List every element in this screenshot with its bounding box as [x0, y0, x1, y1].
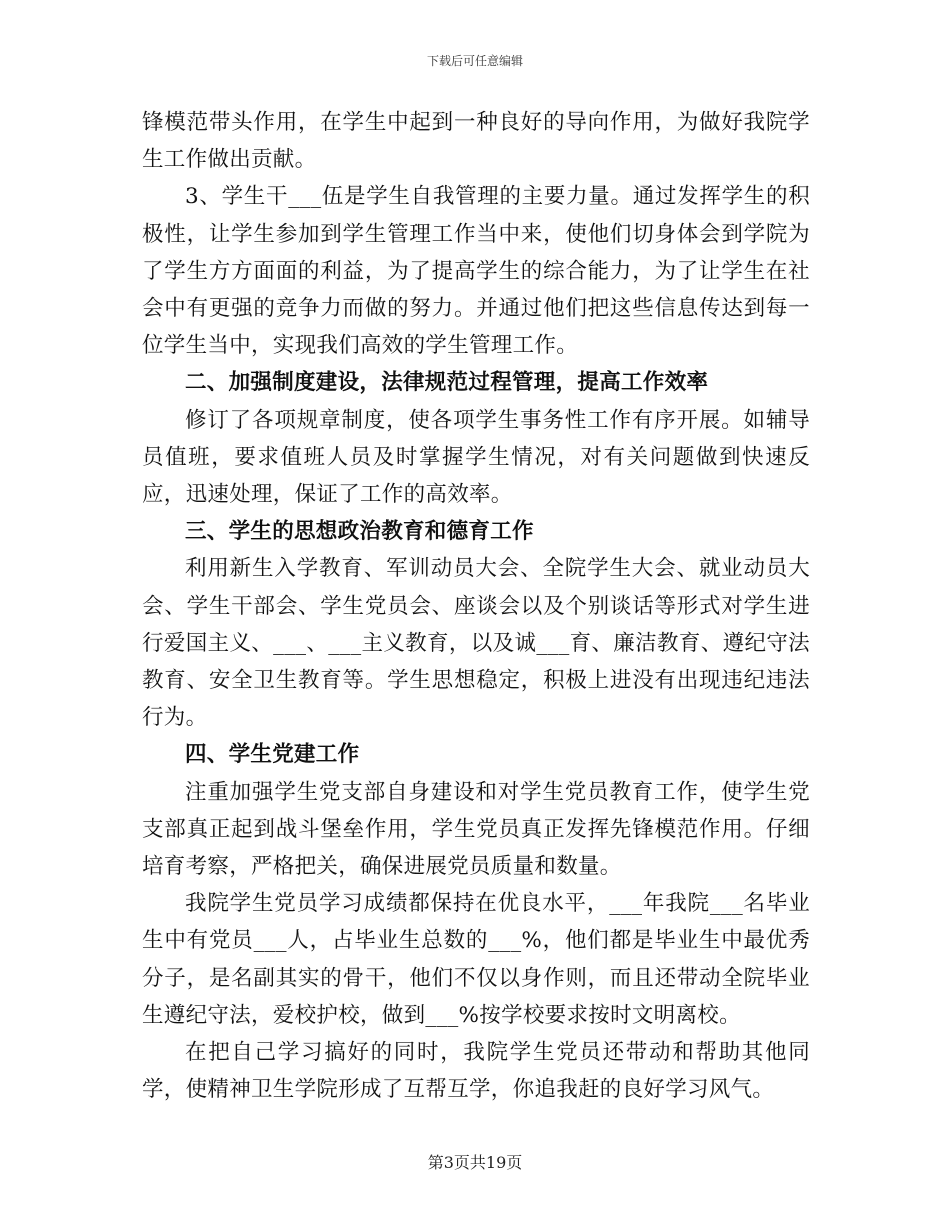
paragraph-1: 锋模范带头作用，在学生中起到一种良好的导向作用，为做好我院学生工作做出贡献。: [142, 110, 810, 173]
paragraph-3: 修订了各项规章制度，使各项学生事务性工作有序开展。如辅导员值班，要求值班人员及时掌握学生情况，对有关问题做到快速反应，迅速处理，保证了工作的高效率。: [142, 407, 810, 508]
document-body: [142, 104, 810, 1108]
section-heading-2: 二、加强制度建设，法律规范过程管理，提高工作效率: [185, 370, 709, 396]
page-header: 下载后可任意编辑: [426, 54, 523, 68]
paragraph-6: 我院学生党员学习成绩都保持在优良水平，___年我院___名毕业生中有党员___人，占毕业生总数的___%，他们都是毕业生中最优秀分子，是名副其实的骨干，他们不仅以身作则，而且还带动全院毕业生遵纪守法，爱校护校，做到___%按学校要求按时文明离校。: [142, 891, 810, 1028]
section-heading-3: 三、学生的思想政治教育和德育工作: [185, 519, 534, 545]
paragraph-2: 3、学生干___伍是学生自我管理的主要力量。通过发挥学生的积极性，让学生参加到学生管理工作当中来，使他们切身体会到学院为了学生方方面面的利益，为了提高学生的综合能力，为了让学生在社会中有更强的竞争力而做的努力。并通过他们把这些信息传达到每一位学生当中，实现我们高效的学生管理工作。: [142, 184, 810, 359]
section-heading-4: 四、学生党建工作: [185, 742, 360, 768]
paragraph-5: 注重加强学生党支部自身建设和对学生党员教育工作，使学生党支部真正起到战斗堡垒作用，学生党员真正发挥先锋模范作用。仔细培育考察，严格把关，确保进展党员质量和数量。: [142, 779, 810, 880]
paragraph-4: 利用新生入学教育、军训动员大会、全院学生大会、就业动员大会、学生干部会、学生党员会、座谈会以及个别谈话等形式对学生进行爱国主义、___、___主义教育，以及诚___育、廉洁教育、遵纪守法教育、安全卫生教育等。学生思想稳定，积极上进没有出现违纪违法行为。: [142, 556, 810, 731]
paragraph-7: 在把自己学习搞好的同时，我院学生党员还带动和帮助其他同学，使精神卫生学院形成了互帮互学，你追我赶的良好学习风气。: [142, 1040, 810, 1103]
page-footer: 第3页共19页: [427, 1153, 523, 1172]
